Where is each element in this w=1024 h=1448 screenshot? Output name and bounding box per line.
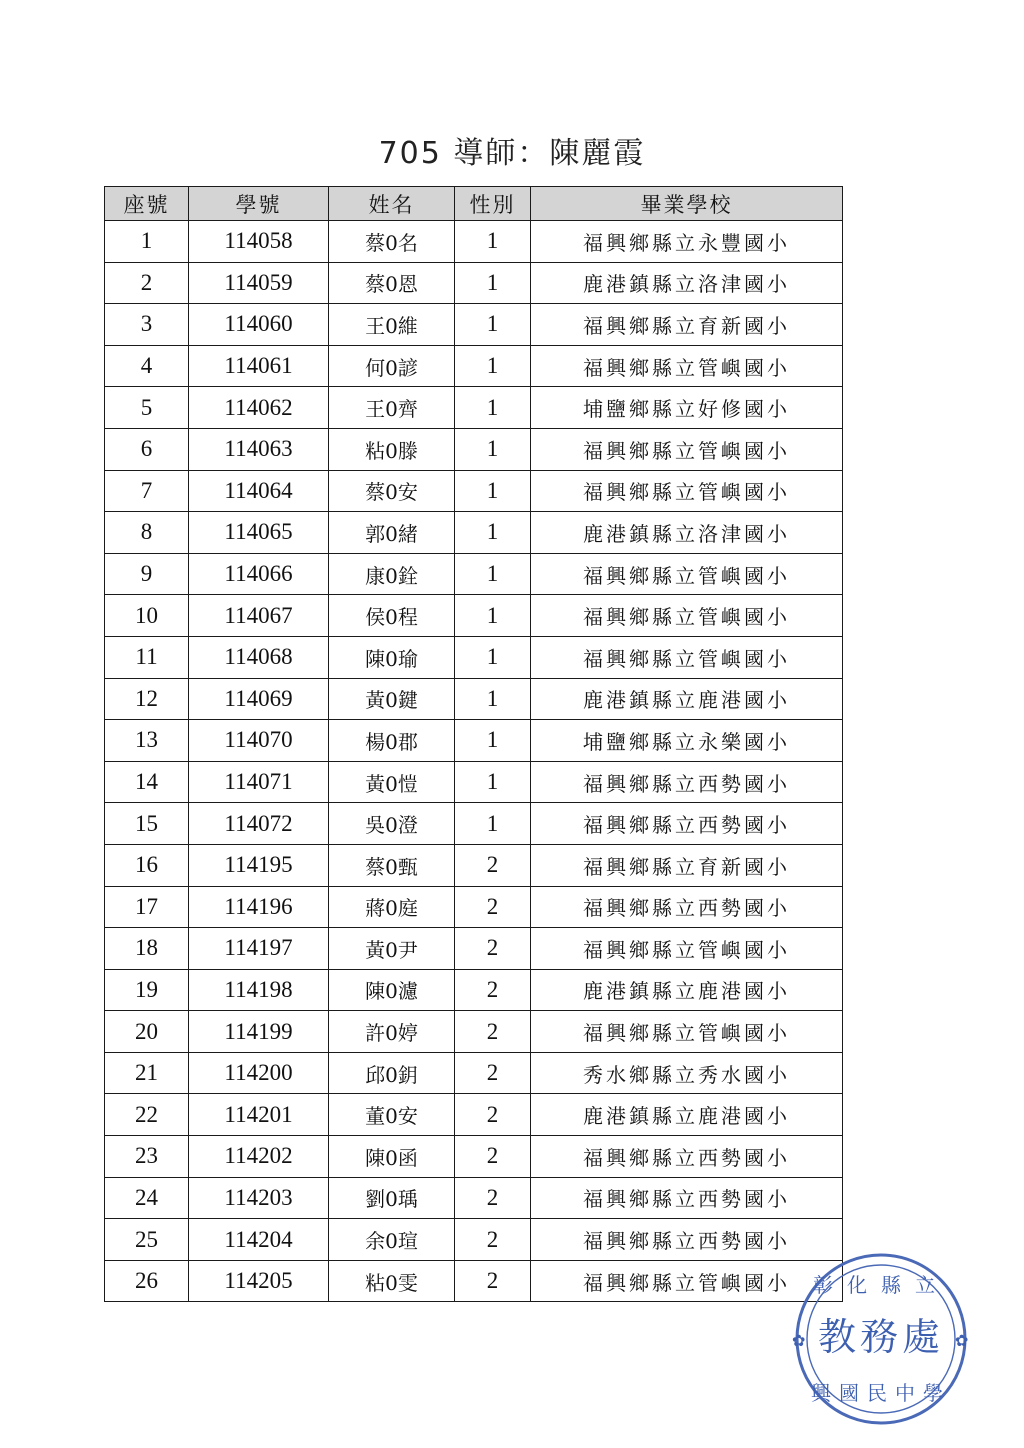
graduated-school-cell: 鹿港鎮縣立鹿港國小: [531, 1094, 843, 1136]
name-cell: 蔡0恩: [329, 262, 455, 304]
table-row: [105, 221, 843, 263]
student-id-cell: 114061: [189, 345, 329, 387]
table-row: [105, 428, 843, 470]
graduated-school-cell: 福興鄉縣立管嶼國小: [531, 636, 843, 678]
name-cell: 黃0愷: [329, 761, 455, 803]
name-cell: 邱0鈅: [329, 1052, 455, 1094]
seat-number-cell: 16: [105, 844, 189, 886]
gender-cell: 2: [455, 928, 531, 970]
name-cell: 許0婷: [329, 1011, 455, 1053]
name-cell: 劉0瑀: [329, 1177, 455, 1219]
graduated-school-cell: 埔鹽鄉縣立好修國小: [531, 387, 843, 429]
table-row: [105, 720, 843, 762]
table-row: [105, 678, 843, 720]
gender-cell: 1: [455, 304, 531, 346]
table-row: [105, 1177, 843, 1219]
graduated-school-cell: 鹿港鎮縣立洛津國小: [531, 512, 843, 554]
gender-cell: 2: [455, 1094, 531, 1136]
seat-number-cell: 23: [105, 1136, 189, 1178]
student-id-cell: 114201: [189, 1094, 329, 1136]
table-row: [105, 1219, 843, 1261]
graduated-school-cell: 福興鄉縣立西勢國小: [531, 1177, 843, 1219]
gender-cell: 2: [455, 1219, 531, 1261]
name-cell: 董0安: [329, 1094, 455, 1136]
name-cell: 康0銓: [329, 553, 455, 595]
graduated-school-cell: 福興鄉縣立管嶼國小: [531, 345, 843, 387]
name-cell: 粘0雯: [329, 1260, 455, 1302]
student-id-cell: 114202: [189, 1136, 329, 1178]
gender-cell: 2: [455, 886, 531, 928]
student-id-cell: 114197: [189, 928, 329, 970]
table-row: [105, 470, 843, 512]
name-cell: 王0齊: [329, 387, 455, 429]
gender-cell: 1: [455, 678, 531, 720]
name-cell: 何0諺: [329, 345, 455, 387]
name-cell: 楊0郡: [329, 720, 455, 762]
seal-bottom-text: 興國民中學: [811, 1381, 951, 1405]
table-row: [105, 803, 843, 845]
gender-cell: 2: [455, 1136, 531, 1178]
seat-number-cell: 18: [105, 928, 189, 970]
name-cell: 蔣0庭: [329, 886, 455, 928]
student-id-cell: 114059: [189, 262, 329, 304]
table-header-row: [105, 187, 843, 221]
table-row: [105, 761, 843, 803]
graduated-school-cell: 埔鹽鄉縣立永樂國小: [531, 720, 843, 762]
seat-number-cell: 22: [105, 1094, 189, 1136]
student-id-cell: 114062: [189, 387, 329, 429]
table-row: [105, 387, 843, 429]
gender-cell: 1: [455, 470, 531, 512]
seat-number-cell: 21: [105, 1052, 189, 1094]
gender-cell: 1: [455, 387, 531, 429]
seat-number-cell: 8: [105, 512, 189, 554]
table-row: [105, 553, 843, 595]
graduated-school-cell: 福興鄉縣立永豐國小: [531, 221, 843, 263]
graduated-school-cell: 福興鄉縣立西勢國小: [531, 886, 843, 928]
student-id-cell: 114069: [189, 678, 329, 720]
student-id-cell: 114058: [189, 221, 329, 263]
gender-cell: 2: [455, 1260, 531, 1302]
student-id-cell: 114196: [189, 886, 329, 928]
name-cell: 粘0滕: [329, 428, 455, 470]
name-cell: 吳0澄: [329, 803, 455, 845]
graduated-school-cell: 福興鄉縣立西勢國小: [531, 761, 843, 803]
header-name: 姓名: [329, 187, 455, 221]
graduated-school-cell: 鹿港鎮縣立洛津國小: [531, 262, 843, 304]
name-cell: 黃0鍵: [329, 678, 455, 720]
name-cell: 王0維: [329, 304, 455, 346]
seat-number-cell: 4: [105, 345, 189, 387]
gender-cell: 1: [455, 761, 531, 803]
student-id-cell: 114066: [189, 553, 329, 595]
student-id-cell: 114198: [189, 969, 329, 1011]
student-id-cell: 114063: [189, 428, 329, 470]
graduated-school-cell: 福興鄉縣立管嶼國小: [531, 553, 843, 595]
gender-cell: 2: [455, 844, 531, 886]
seal-emblem-right-icon: ✿: [955, 1331, 969, 1350]
gender-cell: 2: [455, 969, 531, 1011]
name-cell: 侯0程: [329, 595, 455, 637]
name-cell: 蔡0安: [329, 470, 455, 512]
seat-number-cell: 17: [105, 886, 189, 928]
seat-number-cell: 6: [105, 428, 189, 470]
seat-number-cell: 13: [105, 720, 189, 762]
student-id-cell: 114195: [189, 844, 329, 886]
table-row: [105, 595, 843, 637]
name-cell: 陳0濾: [329, 969, 455, 1011]
seat-number-cell: 9: [105, 553, 189, 595]
name-cell: 陳0瑜: [329, 636, 455, 678]
seat-number-cell: 15: [105, 803, 189, 845]
seat-number-cell: 14: [105, 761, 189, 803]
seat-number-cell: 10: [105, 595, 189, 637]
student-id-cell: 114068: [189, 636, 329, 678]
student-roster-table: [104, 186, 843, 1302]
name-cell: 黃0尹: [329, 928, 455, 970]
student-id-cell: 114072: [189, 803, 329, 845]
table-row: [105, 1052, 843, 1094]
seal-top-text: 彰化縣立: [813, 1273, 949, 1297]
seat-number-cell: 24: [105, 1177, 189, 1219]
student-id-cell: 114071: [189, 761, 329, 803]
gender-cell: 2: [455, 1177, 531, 1219]
table-row: [105, 262, 843, 304]
seat-number-cell: 3: [105, 304, 189, 346]
student-id-cell: 114070: [189, 720, 329, 762]
table-row: [105, 512, 843, 554]
student-id-cell: 114200: [189, 1052, 329, 1094]
gender-cell: 1: [455, 221, 531, 263]
seat-number-cell: 11: [105, 636, 189, 678]
table-body: [105, 221, 843, 1302]
graduated-school-cell: 鹿港鎮縣立鹿港國小: [531, 969, 843, 1011]
gender-cell: 2: [455, 1052, 531, 1094]
graduated-school-cell: 福興鄉縣立管嶼國小: [531, 1011, 843, 1053]
student-id-cell: 114204: [189, 1219, 329, 1261]
gender-cell: 1: [455, 345, 531, 387]
table-row: [105, 1260, 843, 1302]
student-id-cell: 114203: [189, 1177, 329, 1219]
graduated-school-cell: 福興鄉縣立管嶼國小: [531, 928, 843, 970]
graduated-school-cell: 福興鄉縣立管嶼國小: [531, 595, 843, 637]
table-row: [105, 1011, 843, 1053]
name-cell: 余0瑄: [329, 1219, 455, 1261]
student-id-cell: 114199: [189, 1011, 329, 1053]
seat-number-cell: 19: [105, 969, 189, 1011]
graduated-school-cell: 福興鄉縣立育新國小: [531, 844, 843, 886]
header-graduated-school: 畢業學校: [531, 187, 843, 221]
table-row: [105, 1094, 843, 1136]
graduated-school-cell: 福興鄉縣立西勢國小: [531, 803, 843, 845]
graduated-school-cell: 鹿港鎮縣立鹿港國小: [531, 678, 843, 720]
table-row: [105, 886, 843, 928]
graduated-school-cell: 福興鄉縣立管嶼國小: [531, 470, 843, 512]
graduated-school-cell: 福興鄉縣立西勢國小: [531, 1136, 843, 1178]
table-row: [105, 969, 843, 1011]
table-row: [105, 636, 843, 678]
gender-cell: 1: [455, 553, 531, 595]
gender-cell: 1: [455, 262, 531, 304]
seat-number-cell: 26: [105, 1260, 189, 1302]
name-cell: 蔡0甄: [329, 844, 455, 886]
student-id-cell: 114065: [189, 512, 329, 554]
gender-cell: 1: [455, 595, 531, 637]
table-row: [105, 304, 843, 346]
gender-cell: 1: [455, 720, 531, 762]
table-row: [105, 844, 843, 886]
header-seat-number: 座號: [105, 187, 189, 221]
office-seal-stamp: [772, 1250, 990, 1428]
seal-center-text: 教務處: [817, 1315, 945, 1359]
table-row: [105, 345, 843, 387]
name-cell: 郭0緒: [329, 512, 455, 554]
graduated-school-cell: 福興鄉縣立西勢國小: [531, 1219, 843, 1261]
graduated-school-cell: 秀水鄉縣立秀水國小: [531, 1052, 843, 1094]
graduated-school-cell: 福興鄉縣立育新國小: [531, 304, 843, 346]
student-id-cell: 114060: [189, 304, 329, 346]
seat-number-cell: 20: [105, 1011, 189, 1053]
name-cell: 陳0函: [329, 1136, 455, 1178]
gender-cell: 1: [455, 636, 531, 678]
gender-cell: 1: [455, 803, 531, 845]
gender-cell: 1: [455, 428, 531, 470]
student-id-cell: 114067: [189, 595, 329, 637]
graduated-school-cell: 福興鄉縣立管嶼國小: [531, 428, 843, 470]
gender-cell: 1: [455, 512, 531, 554]
seat-number-cell: 5: [105, 387, 189, 429]
name-cell: 蔡0名: [329, 221, 455, 263]
seal-emblem-left-icon: ✿: [792, 1331, 806, 1350]
seat-number-cell: 12: [105, 678, 189, 720]
table-row: [105, 928, 843, 970]
seat-number-cell: 7: [105, 470, 189, 512]
gender-cell: 2: [455, 1011, 531, 1053]
seat-number-cell: 1: [105, 221, 189, 263]
table-row: [105, 1136, 843, 1178]
seat-number-cell: 25: [105, 1219, 189, 1261]
header-student-id: 學號: [189, 187, 329, 221]
graduated-school-cell: 福興鄉縣立管嶼國小: [531, 1260, 843, 1302]
student-id-cell: 114205: [189, 1260, 329, 1302]
seat-number-cell: 2: [105, 262, 189, 304]
student-id-cell: 114064: [189, 470, 329, 512]
page-title: 705 導師：陳麗霞: [378, 136, 646, 171]
header-gender: 性別: [455, 187, 531, 221]
